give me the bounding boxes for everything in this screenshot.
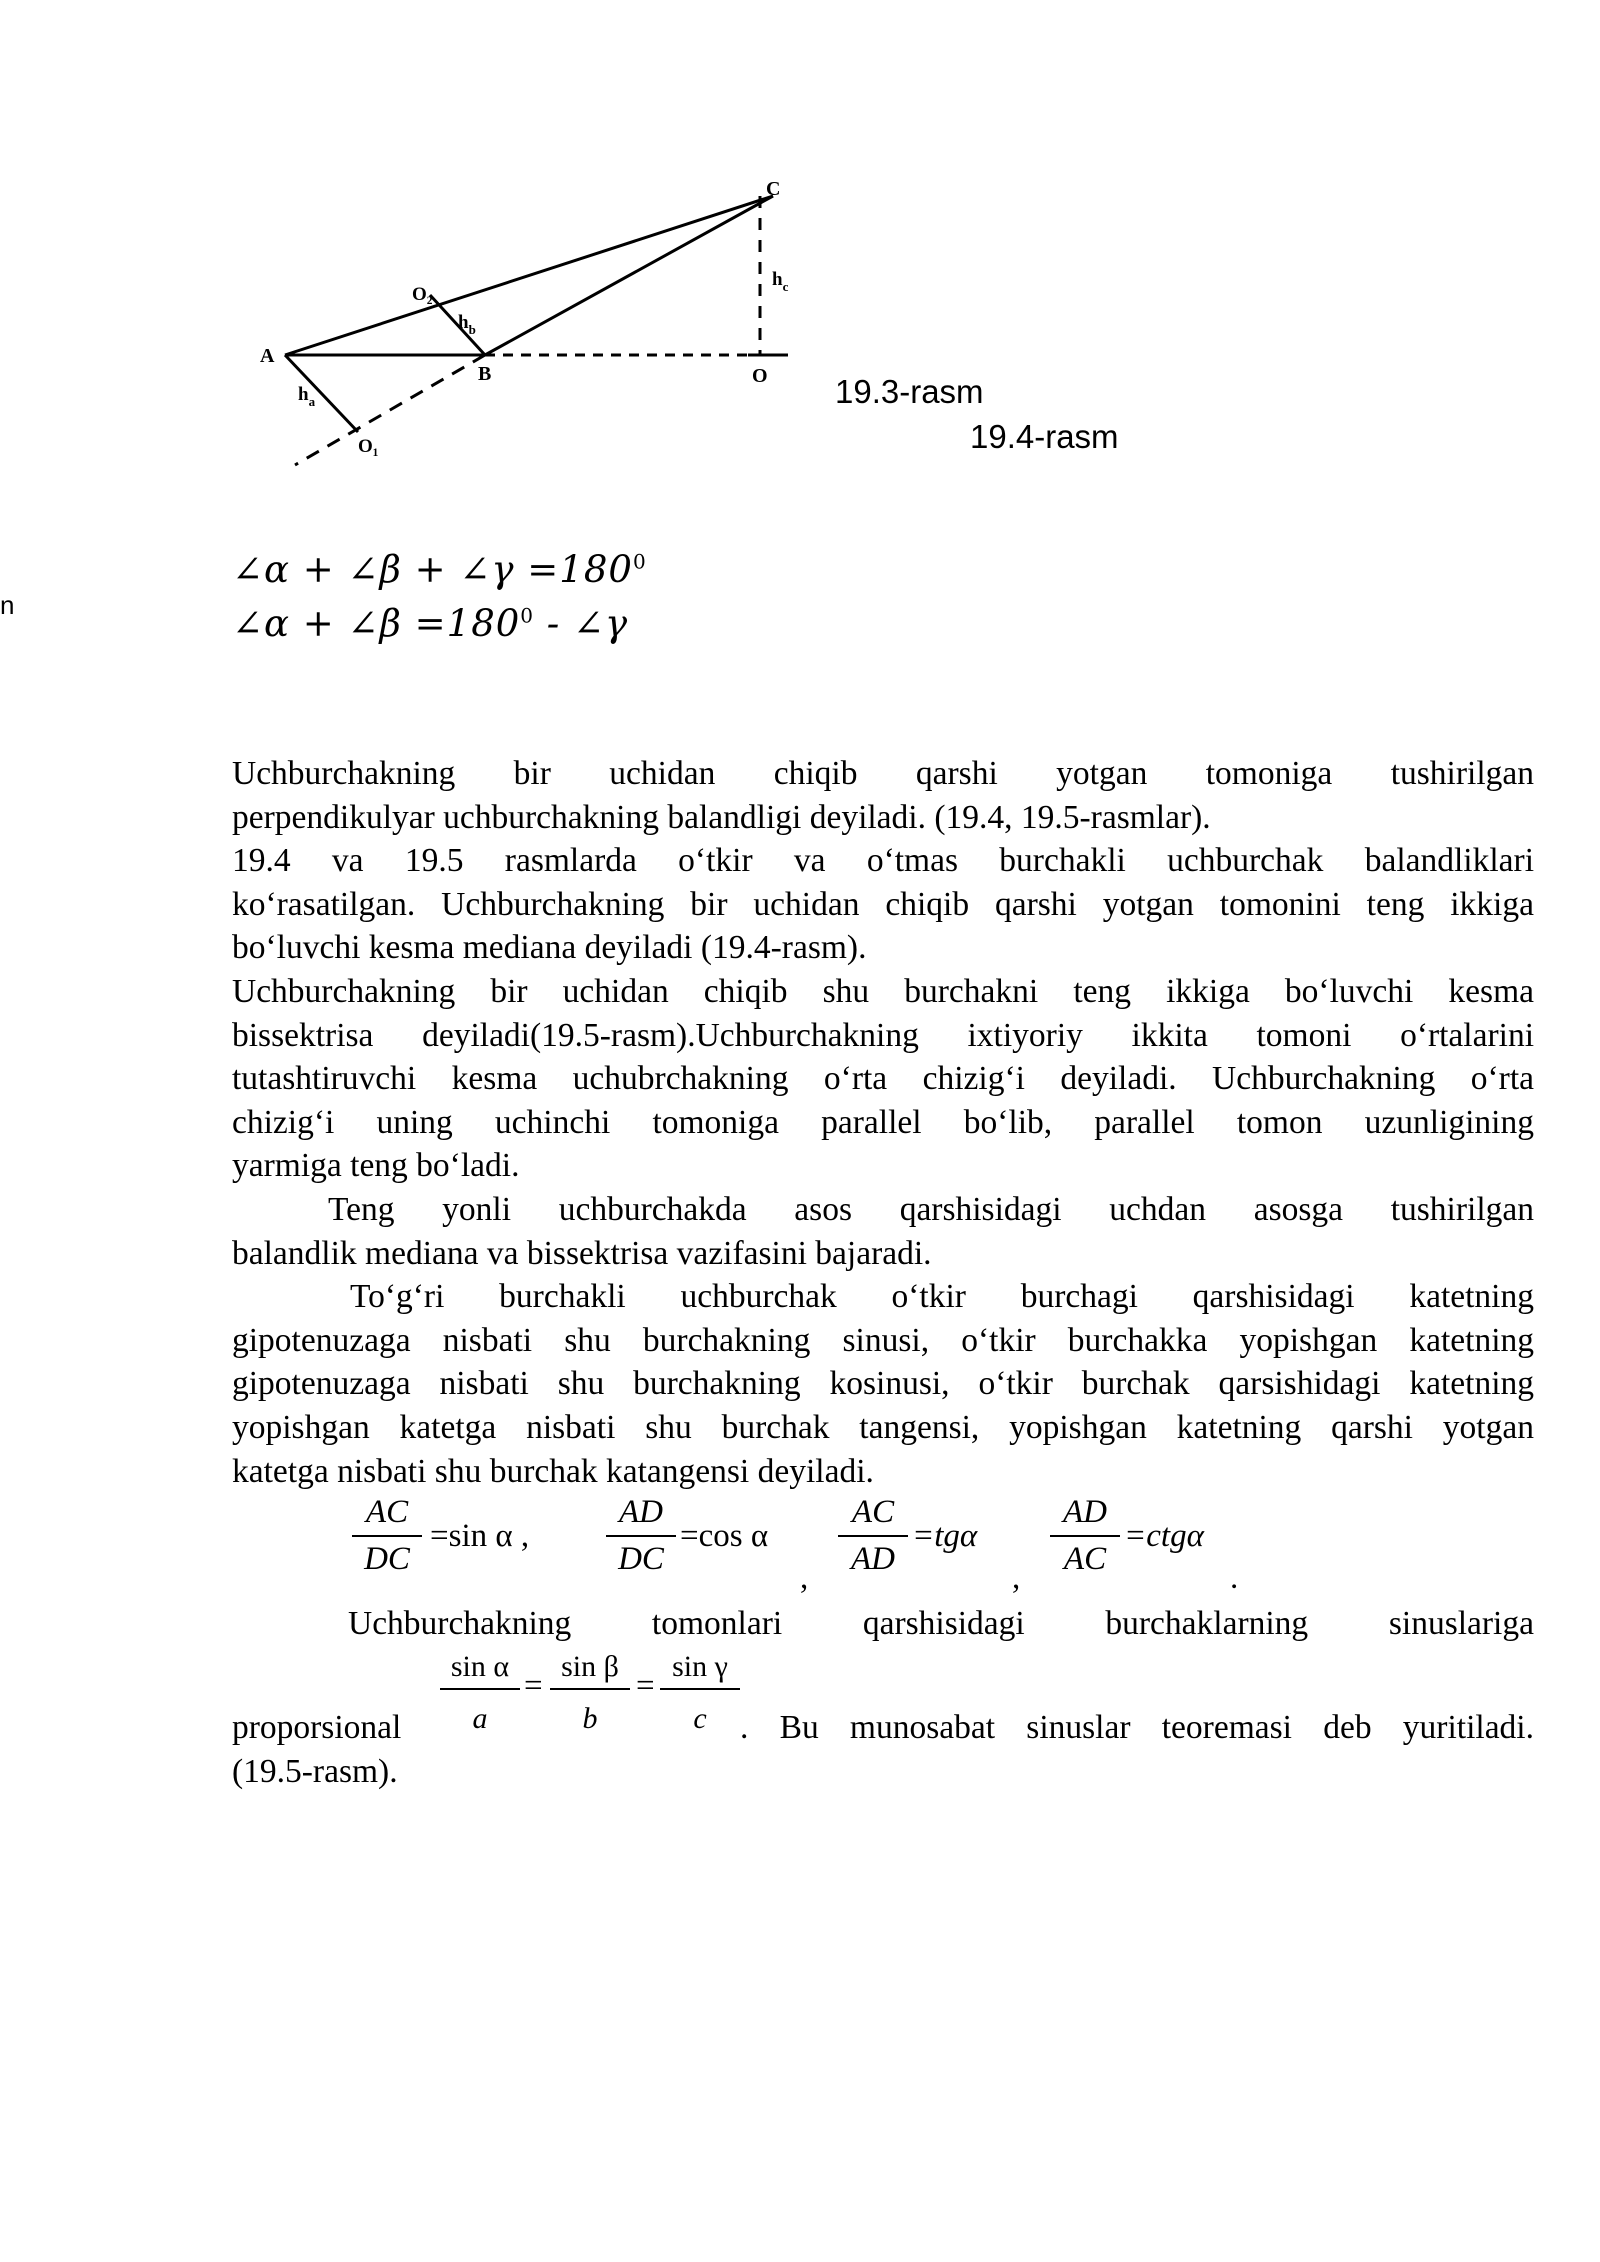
sine-law-text xyxy=(232,1602,1534,1646)
figure-caption-19-4: 19.4-rasm xyxy=(970,418,1119,455)
label-hc: $h_c$ xyxy=(772,269,789,294)
equals-sign: = xyxy=(636,1668,655,1704)
text-line: balandlik mediana va bissektrisa vazifasini bajaradi. xyxy=(232,1234,932,1272)
text-line: chizig‘i uning uchinchi tomoniga parallel bo‘lib, parallel tomon uzunligining xyxy=(232,1103,1534,1141)
text-line: Teng yonli uchburchakda asos qarshisidagi uchdan asosga tushirilgan xyxy=(328,1190,1534,1228)
fraction-ac-dc: AC DC xyxy=(352,1494,422,1578)
fraction-ad-dc: AD DC xyxy=(606,1494,676,1578)
cos-definition: =cos α xyxy=(680,1518,769,1554)
text-line: katetga nisbati shu burchak katangensi deyiladi. xyxy=(232,1452,874,1490)
label-o2: O₂ xyxy=(412,284,433,305)
label-ha: $h_a$ xyxy=(298,384,316,409)
label-b: B xyxy=(478,363,492,385)
text-line: Uchburchakning bir uchidan chiqib qarshi yotgan tomoniga tushirilgan xyxy=(232,755,1534,792)
sin-definition: =sin α , xyxy=(430,1518,530,1554)
margin-mark: n xyxy=(0,590,15,620)
sine-ratio-c: sin γ c xyxy=(660,1650,740,1736)
body-text xyxy=(232,752,1534,1493)
text-line: 19.4 va 19.5 rasmlarda o‘tkir va o‘tmas burchakli uchburchak balandliklari xyxy=(232,842,1534,880)
fraction-ad-ac: AD AC xyxy=(1050,1494,1120,1578)
text-line: bissektrisa deyiladi(19.5-rasm).Uchburchakning ixtiyoriy ikkita tomoni o‘rtalarini xyxy=(232,1016,1534,1054)
text-line: ko‘rasatilgan. Uchburchakning bir uchidan chiqib qarshi yotgan tomonini teng ikkiga xyxy=(232,885,1534,923)
triangle-diagram xyxy=(240,160,840,480)
sine-ratio-b: sin β b xyxy=(550,1650,630,1736)
comma-separator: , xyxy=(800,1560,809,1596)
label-c: C xyxy=(766,178,781,200)
text-line: . Bu munosabat sinuslar teoremasi deb yuritiladi. xyxy=(740,1709,1534,1746)
text-line: perpendikulyar uchburchakning balandligi deyiladi. (19.4, 19.5-rasmlar). xyxy=(232,798,1211,836)
text-line: bo‘luvchi kesma mediana deyiladi (19.4-rasm). xyxy=(232,929,867,967)
angle-difference-formula: ∠α + ∠β $=180^0$ - ∠γ xyxy=(232,602,629,645)
extension-bo1 xyxy=(295,355,485,465)
fraction-ac-ad: AC AD xyxy=(838,1494,908,1578)
label-o1: O₁ xyxy=(358,436,379,457)
angle-sum-formula: ∠α + ∠β + ∠γ $=180^0$ xyxy=(232,548,647,591)
figure-caption-19-3: 19.3-rasm xyxy=(835,373,984,410)
text-line: Uchburchakning tomonlari qarshisidagi burchaklarning sinuslariga xyxy=(348,1605,1534,1642)
text-line: To‘g‘ri burchakli uchburchak o‘tkir burchagi qarshisidagi katetning xyxy=(350,1278,1534,1316)
height-ha xyxy=(285,355,358,432)
text-line: yarmiga teng bo‘ladi. xyxy=(232,1147,520,1185)
tg-definition: =tgα xyxy=(912,1518,978,1554)
label-hb: $h_b$ xyxy=(458,312,476,337)
label-a: A xyxy=(260,345,275,367)
text-line: Uchburchakning bir uchidan chiqib shu burchakni teng ikkiga bo‘luvchi kesma xyxy=(232,972,1534,1010)
sine-ratio-a: sin α a xyxy=(440,1650,520,1736)
equals-sign: = xyxy=(524,1668,543,1704)
text-line: tutashtiruvchi kesma uchubrchakning o‘rta chizig‘i deyiladi. Uchburchakning o‘rta xyxy=(232,1060,1534,1098)
text-line: gipotenuzaga nisbati shu burchakning sinusi, o‘tkir burchakka yopishgan katetning xyxy=(232,1321,1534,1359)
comma-separator: , xyxy=(1012,1560,1021,1596)
text-line: proporsional xyxy=(232,1709,402,1746)
text-line: gipotenuzaga nisbati shu burchakning kosinusi, o‘tkir burchak qarsishidagi katetning xyxy=(232,1365,1534,1403)
text-line: yopishgan katetga nisbati shu burchak tangensi, yopishgan katetning qarshi yotgan xyxy=(232,1408,1534,1446)
triangle-figure xyxy=(240,160,840,485)
ctg-definition: =ctgα xyxy=(1124,1518,1204,1554)
label-o: O xyxy=(752,365,768,387)
period-mark: . xyxy=(1230,1560,1239,1596)
text-line: (19.5-rasm). xyxy=(232,1753,398,1790)
